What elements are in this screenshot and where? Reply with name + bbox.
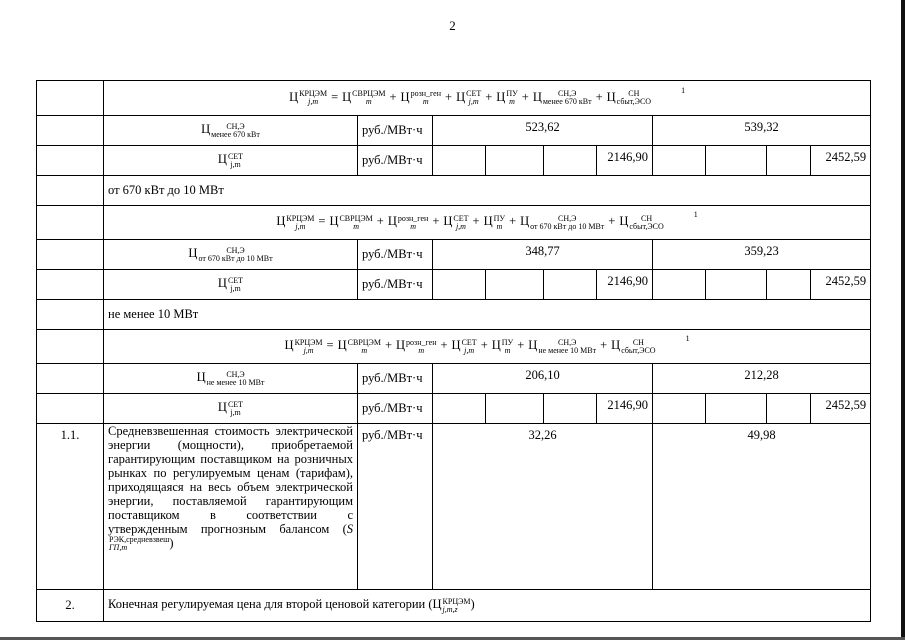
script-stack bbox=[398, 215, 428, 231]
subscript: m bbox=[418, 345, 425, 355]
formula-row bbox=[37, 330, 871, 364]
symbol-c: Ц bbox=[396, 338, 406, 353]
script-stack bbox=[295, 339, 323, 355]
number-cell bbox=[37, 81, 104, 116]
subscript: j,m bbox=[230, 159, 241, 169]
symbol-c: Ц bbox=[337, 338, 347, 353]
empty-cell bbox=[706, 270, 767, 300]
network-tariff-row bbox=[37, 146, 871, 176]
superscript: ПУ bbox=[493, 213, 506, 223]
operator-plus: + bbox=[389, 89, 397, 104]
script-stack bbox=[466, 90, 481, 106]
empty-cell bbox=[653, 270, 706, 300]
script-stack bbox=[228, 153, 243, 169]
unit-cell: руб./МВт·ч bbox=[358, 424, 433, 590]
superscript: КРЦЭМ bbox=[294, 337, 323, 347]
tariff-table bbox=[36, 80, 871, 622]
unit-cell: руб./МВт·ч bbox=[358, 146, 433, 176]
number-cell bbox=[37, 364, 104, 394]
price-formula bbox=[276, 210, 698, 231]
formula-row bbox=[37, 206, 871, 240]
superscript: ПУ bbox=[506, 89, 518, 99]
subscript: j,m bbox=[295, 221, 306, 231]
component-row bbox=[37, 240, 871, 270]
script-stack bbox=[299, 90, 327, 106]
script-stack bbox=[502, 339, 513, 355]
symbol-c: Ц bbox=[443, 214, 453, 229]
unit-cell: руб./МВт·ч bbox=[358, 270, 433, 300]
formula-cell bbox=[104, 206, 871, 240]
symbol-c: Ц bbox=[188, 246, 198, 261]
formula-term-sbyt bbox=[606, 89, 652, 107]
network-tariff-row bbox=[37, 394, 871, 424]
empty-cell bbox=[544, 394, 597, 424]
value-first-half: 348,77 bbox=[433, 240, 653, 270]
formula-term-sbyt bbox=[619, 213, 664, 231]
number-cell bbox=[37, 330, 104, 364]
script-stack bbox=[228, 401, 243, 417]
script-stack bbox=[348, 339, 381, 355]
value-first-half: 206,10 bbox=[433, 364, 653, 394]
unit-cell: руб./МВт·ч bbox=[358, 240, 433, 270]
value-second-half: 539,32 bbox=[653, 116, 871, 146]
subscript: ГП,m bbox=[109, 543, 128, 553]
script-stack bbox=[543, 90, 592, 106]
item-number: 1.1. bbox=[37, 424, 104, 590]
component-label bbox=[104, 146, 358, 176]
operator-plus: + bbox=[376, 214, 384, 229]
script-stack bbox=[411, 90, 441, 106]
subscript: от 670 кВт до 10 МВт bbox=[530, 221, 605, 231]
number-cell bbox=[37, 176, 104, 206]
operator-plus: + bbox=[595, 89, 603, 104]
symbol-c: Ц bbox=[532, 89, 542, 104]
subscript: m bbox=[422, 97, 429, 107]
empty-cell bbox=[706, 146, 767, 176]
symbol-c: Ц bbox=[289, 89, 299, 104]
component-label bbox=[104, 240, 358, 270]
superscript: СЕТ bbox=[227, 399, 244, 409]
superscript: СН,Э bbox=[558, 89, 577, 99]
scan-edge-right bbox=[901, 0, 905, 640]
value-second-half: 2452,59 bbox=[811, 394, 871, 424]
component-label bbox=[104, 270, 358, 300]
script-stack bbox=[352, 90, 385, 106]
formula-term-rozn-gen bbox=[396, 337, 437, 355]
component-symbol bbox=[217, 151, 244, 169]
formula-term-sne bbox=[528, 337, 597, 355]
formula-term-sne bbox=[520, 213, 605, 231]
component-symbol bbox=[217, 275, 244, 293]
formula-term-krcem bbox=[276, 213, 315, 231]
symbol-c: Ц bbox=[451, 338, 461, 353]
operator-plus: + bbox=[440, 338, 448, 353]
script-stack bbox=[339, 215, 372, 231]
operator-plus: + bbox=[600, 338, 608, 353]
formula-cell bbox=[104, 330, 871, 364]
number-cell bbox=[37, 116, 104, 146]
section-heading-row bbox=[37, 300, 871, 330]
component-label bbox=[104, 116, 358, 146]
script-stack bbox=[198, 247, 272, 263]
formula-term-sbyt bbox=[611, 337, 656, 355]
superscript: КРЦЭМ bbox=[286, 213, 315, 223]
superscript: розн_ген bbox=[397, 213, 429, 223]
price-formula bbox=[289, 85, 686, 107]
symbol-c: Ц bbox=[201, 122, 211, 137]
empty-cell bbox=[544, 146, 597, 176]
script-stack bbox=[406, 339, 436, 355]
symbol-c: Ц bbox=[387, 214, 397, 229]
superscript: СН bbox=[632, 337, 644, 347]
formula-term-pu bbox=[491, 337, 514, 355]
symbol-c: Ц bbox=[432, 597, 442, 612]
footnote-marker: 1 bbox=[693, 210, 698, 220]
component-label bbox=[104, 394, 358, 424]
item-description-text: Средневзвешенная стоимость электрической энергии (мощности), приобретаемой гарантирующим поставщиком на розничных рынках по регулируемым ценам (тарифам), приходящаяся на весь объем электрической энергии, поставляемой гарантирующим поставщиком в соответствии с утвержденным прогнозным балансом bbox=[108, 424, 353, 536]
superscript: СН,Э bbox=[558, 337, 577, 347]
operator-plus: + bbox=[384, 338, 392, 353]
script-stack bbox=[286, 215, 314, 231]
empty-cell bbox=[653, 146, 706, 176]
subscript: m bbox=[496, 221, 503, 231]
superscript: СН,Э bbox=[226, 369, 245, 379]
operator-plus: + bbox=[521, 89, 529, 104]
superscript: РЭК,средневзвеш bbox=[109, 535, 170, 545]
superscript: СН,Э bbox=[558, 213, 577, 223]
subscript: m bbox=[504, 345, 511, 355]
empty-cell bbox=[544, 270, 597, 300]
component-row bbox=[37, 364, 871, 394]
empty-cell bbox=[706, 394, 767, 424]
subscript: j,m bbox=[468, 97, 479, 107]
operator-eq: = bbox=[326, 338, 334, 353]
operator-plus: + bbox=[480, 338, 488, 353]
empty-cell bbox=[433, 146, 486, 176]
subscript: j,m bbox=[308, 97, 319, 107]
empty-cell bbox=[767, 270, 811, 300]
subscript: менее 670 кВт bbox=[542, 97, 592, 107]
empty-cell bbox=[486, 394, 544, 424]
operator-eq: = bbox=[331, 89, 339, 104]
item-number: 2. bbox=[37, 590, 104, 622]
subscript: от 670 кВт до 10 МВт bbox=[198, 253, 273, 263]
price-formula bbox=[284, 334, 690, 355]
symbol-c: Ц bbox=[606, 89, 616, 104]
superscript: СН,Э bbox=[226, 121, 245, 131]
subscript: не менее 10 МВт bbox=[538, 345, 597, 355]
item-description-text: Конечная регулируемая цена для второй ценовой категории bbox=[108, 597, 426, 612]
symbol-c: Ц bbox=[496, 89, 506, 104]
superscript: СВРЦЭМ bbox=[339, 213, 373, 223]
superscript: СВРЦЭМ bbox=[352, 89, 386, 99]
formula-term-svrcem bbox=[337, 337, 381, 355]
value-second-half: 212,28 bbox=[653, 364, 871, 394]
section-heading-row bbox=[37, 176, 871, 206]
symbol-c: Ц bbox=[456, 89, 466, 104]
empty-cell bbox=[486, 146, 544, 176]
component-row bbox=[37, 116, 871, 146]
empty-cell bbox=[653, 394, 706, 424]
script-stack bbox=[228, 277, 243, 293]
operator-plus: + bbox=[432, 214, 440, 229]
symbol-c: Ц bbox=[528, 338, 538, 353]
formula-term-rozn-gen bbox=[387, 213, 429, 231]
script-stack bbox=[506, 90, 517, 106]
superscript: СН bbox=[628, 89, 640, 99]
page-number: 2 bbox=[449, 18, 456, 33]
symbol-c: Ц bbox=[329, 214, 339, 229]
value-second-half: 2452,59 bbox=[811, 146, 871, 176]
formula-term-pu bbox=[483, 213, 506, 231]
item-1-1-row bbox=[37, 424, 871, 590]
subscript: j,m bbox=[230, 407, 241, 417]
subscript: сбыт,ЭСО bbox=[616, 97, 652, 107]
superscript: ПУ bbox=[501, 337, 514, 347]
script-stack bbox=[617, 90, 651, 106]
script-stack bbox=[207, 371, 265, 387]
operator-plus: + bbox=[608, 214, 616, 229]
value-first-half: 2146,90 bbox=[597, 146, 653, 176]
subscript: сбыт,ЭСО bbox=[629, 221, 664, 231]
unit-cell: руб./МВт·ч bbox=[358, 364, 433, 394]
script-stack bbox=[538, 339, 596, 355]
operator-plus: + bbox=[485, 89, 493, 104]
operator-plus: + bbox=[472, 214, 480, 229]
symbol-s: S bbox=[346, 522, 353, 536]
footnote-marker: 1 bbox=[681, 85, 686, 95]
value-first-half: 2146,90 bbox=[597, 394, 653, 424]
number-cell bbox=[37, 206, 104, 240]
value-second-half: 359,23 bbox=[653, 240, 871, 270]
empty-cell bbox=[767, 146, 811, 176]
empty-cell bbox=[767, 394, 811, 424]
superscript: СН bbox=[641, 213, 653, 223]
superscript: СЕТ bbox=[466, 89, 482, 99]
symbol-c: Ц bbox=[400, 89, 410, 104]
subscript: m bbox=[365, 97, 372, 107]
value-first-half: 523,62 bbox=[433, 116, 653, 146]
script-stack bbox=[494, 215, 505, 231]
formula-term-set bbox=[456, 89, 482, 107]
formula-term-svrcem bbox=[342, 89, 386, 107]
script-stack bbox=[530, 215, 604, 231]
component-symbol bbox=[196, 369, 265, 387]
number-cell bbox=[37, 300, 104, 330]
value-first-half: 2146,90 bbox=[597, 270, 653, 300]
script-stack bbox=[443, 598, 471, 614]
subscript: j,m bbox=[464, 345, 475, 355]
subscript: j,m bbox=[455, 221, 466, 231]
subscript: j,m,z bbox=[442, 604, 458, 614]
subscript: m bbox=[353, 221, 359, 231]
section-heading: от 670 кВт до 10 МВт bbox=[104, 176, 871, 206]
formula-term-set bbox=[451, 337, 477, 355]
component-symbol bbox=[217, 399, 244, 417]
subscript: не менее 10 МВт bbox=[206, 377, 265, 387]
symbol-c: Ц bbox=[520, 214, 530, 229]
symbol-c: Ц bbox=[284, 338, 294, 353]
operator-plus: + bbox=[509, 214, 517, 229]
superscript: розн_ген bbox=[410, 89, 442, 99]
unit-cell: руб./МВт·ч bbox=[358, 394, 433, 424]
superscript: СЕТ bbox=[227, 151, 244, 161]
subscript: менее 670 кВт bbox=[211, 129, 260, 139]
script-stack bbox=[211, 123, 260, 139]
value-first-half: 32,26 bbox=[433, 424, 653, 590]
operator-eq: = bbox=[318, 214, 326, 229]
formula-term-pu bbox=[496, 89, 518, 107]
superscript: КРЦЭМ bbox=[299, 89, 328, 99]
empty-cell bbox=[433, 394, 486, 424]
formula-cell bbox=[104, 81, 871, 116]
item-2-row bbox=[37, 590, 871, 622]
network-tariff-row bbox=[37, 270, 871, 300]
item-description: Конечная регулируемая цена для второй ценовой категории (Ц КРЦЭМ j,m,z ) bbox=[104, 590, 871, 622]
number-cell bbox=[37, 270, 104, 300]
script-stack bbox=[629, 215, 663, 231]
script-stack bbox=[453, 215, 468, 231]
script-stack bbox=[462, 339, 477, 355]
number-cell bbox=[37, 146, 104, 176]
symbol-c: Ц bbox=[217, 276, 227, 291]
formula-term-rozn-gen bbox=[400, 89, 442, 107]
subscript: j,m bbox=[230, 283, 241, 293]
symbol-c: Ц bbox=[342, 89, 352, 104]
superscript: розн_ген bbox=[406, 337, 437, 347]
unit-cell: руб./МВт·ч bbox=[358, 116, 433, 146]
formula-term-svrcem bbox=[329, 213, 373, 231]
symbol-c: Ц bbox=[619, 214, 629, 229]
operator-plus: + bbox=[445, 89, 453, 104]
superscript: СЕТ bbox=[461, 337, 477, 347]
value-second-half: 49,98 bbox=[653, 424, 871, 590]
superscript: СВРЦЭМ bbox=[347, 337, 381, 347]
symbol-c: Ц bbox=[217, 400, 227, 415]
subscript: сбыт,ЭСО bbox=[621, 345, 656, 355]
operator-plus: + bbox=[517, 338, 525, 353]
item-description: Средневзвешенная стоимость электрической энергии (мощности), приобретаемой гарантирующим поставщиком на розничных рынках по регулируемым ценам (тарифам), приходящаяся на весь объем электрической энергии, поставляемой гарантирующим поставщиком в соответствии с утвержденным прогнозным балансом (S РЭК,средневзвеш ГП,m ) bbox=[104, 424, 358, 590]
superscript: СЕТ bbox=[227, 275, 244, 285]
symbol-c: Ц bbox=[196, 370, 206, 385]
subscript: m bbox=[410, 221, 416, 231]
empty-cell bbox=[486, 270, 544, 300]
formula-row bbox=[37, 81, 871, 116]
subscript: m bbox=[361, 345, 368, 355]
symbol-c: Ц bbox=[276, 214, 286, 229]
component-symbol bbox=[188, 245, 273, 263]
number-cell bbox=[37, 240, 104, 270]
formula-term-sne bbox=[532, 89, 592, 107]
script-stack bbox=[621, 339, 655, 355]
subscript: m bbox=[509, 97, 515, 107]
number-cell bbox=[37, 394, 104, 424]
formula-term-set bbox=[443, 213, 469, 231]
footnote-marker: 1 bbox=[685, 334, 690, 344]
symbol-c: Ц bbox=[491, 338, 501, 353]
symbol-c: Ц bbox=[611, 338, 621, 353]
value-second-half: 2452,59 bbox=[811, 270, 871, 300]
section-heading: не менее 10 МВт bbox=[104, 300, 871, 330]
formula-term-krcem bbox=[284, 337, 323, 355]
superscript: СН,Э bbox=[226, 245, 245, 255]
empty-cell bbox=[433, 270, 486, 300]
superscript: СЕТ bbox=[453, 213, 469, 223]
symbol-c: Ц bbox=[217, 152, 227, 167]
formula-term-krcem bbox=[289, 89, 328, 107]
symbol-c: Ц bbox=[483, 214, 493, 229]
subscript: j,m bbox=[303, 345, 314, 355]
superscript: КРЦЭМ bbox=[442, 596, 471, 606]
component-label bbox=[104, 364, 358, 394]
component-symbol bbox=[201, 121, 260, 139]
script-stack bbox=[109, 536, 169, 552]
